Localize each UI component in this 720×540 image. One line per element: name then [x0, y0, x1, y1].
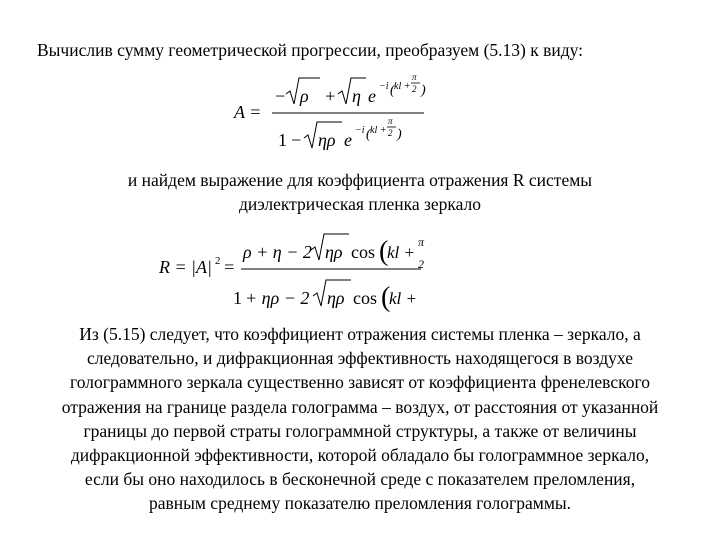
svg-text:ρ: ρ	[300, 86, 309, 106]
svg-text:η: η	[352, 86, 361, 106]
middle-line-1: и найдем выражение для коэффициента отражения R системы	[127, 170, 593, 190]
svg-text:2: 2	[215, 255, 221, 267]
paragraph-line: следовательно, и дифракционная эффективность находящегося в воздухе	[86, 348, 634, 369]
svg-text:ηρ: ηρ	[325, 242, 343, 262]
svg-text:kl +: kl +	[370, 125, 387, 136]
formula-a	[228, 64, 428, 160]
svg-text:e: e	[344, 130, 352, 150]
paragraph-line: Из (5.15) следует, что коэффициент отражения системы пленка – зеркало, а	[79, 324, 641, 344]
svg-text:ηρ: ηρ	[327, 288, 345, 308]
main-paragraph	[0, 322, 720, 516]
svg-text:R =: R =	[159, 257, 187, 277]
svg-text:kl +: kl +	[387, 243, 415, 262]
svg-text:−: −	[290, 130, 303, 150]
svg-text:+ ηρ − 2: + ηρ − 2	[245, 288, 310, 308]
svg-text:cos: cos	[351, 242, 375, 262]
svg-text:(: (	[366, 127, 371, 142]
svg-text:π: π	[388, 116, 393, 126]
svg-text:(: (	[381, 282, 391, 313]
paragraph-line: границы до первой страты голограммной структуры, а также от величины	[83, 420, 637, 441]
svg-text:2: 2	[388, 128, 393, 138]
svg-text:e: e	[368, 86, 376, 106]
svg-text:ηρ: ηρ	[318, 130, 336, 150]
svg-text:2: 2	[418, 257, 424, 271]
svg-text:1: 1	[278, 130, 287, 150]
paragraph-line: дифракционной эффективности, которой обладало бы голограммное зеркало,	[70, 445, 650, 466]
svg-text:−: −	[274, 86, 287, 106]
paragraph-line: равным среднему показателю преломления голограммы.	[148, 493, 572, 514]
svg-text:π: π	[412, 72, 417, 82]
svg-text:kl +: kl +	[394, 81, 411, 92]
svg-text:ρ + η − 2: ρ + η − 2	[243, 242, 312, 262]
formula-a-lhs: A =	[234, 102, 262, 122]
svg-text:): )	[397, 127, 402, 142]
svg-text:cos: cos	[353, 288, 377, 308]
svg-text:−i: −i	[379, 81, 389, 92]
svg-text:2: 2	[412, 84, 417, 94]
svg-text:|A|: |A|	[191, 257, 212, 277]
intro-line: Вычислив сумму геометрической прогрессии, преобразуем (5.13) к виду:	[37, 40, 584, 60]
svg-text:): )	[421, 83, 426, 98]
svg-text:1: 1	[233, 288, 242, 308]
svg-text:−i: −i	[355, 125, 365, 136]
paragraph-line: голограммного зеркала существенно зависят от коэффициента френелевского	[70, 372, 650, 393]
svg-text:(: (	[390, 83, 395, 98]
svg-text:+: +	[324, 86, 337, 106]
paragraph-line: если бы оно находилось в бесконечной среде с показателем преломления,	[84, 469, 636, 490]
middle-line-2: диэлектрическая пленка зеркало	[238, 194, 482, 214]
svg-text:π: π	[418, 235, 425, 249]
formula-r	[155, 218, 425, 318]
paragraph-line: отражения на границе раздела голограмма – воздух, от расстояния от указанной	[61, 396, 659, 417]
svg-text:=: =	[223, 257, 236, 277]
svg-text:kl +: kl +	[389, 289, 417, 308]
svg-text:(: (	[379, 236, 389, 267]
